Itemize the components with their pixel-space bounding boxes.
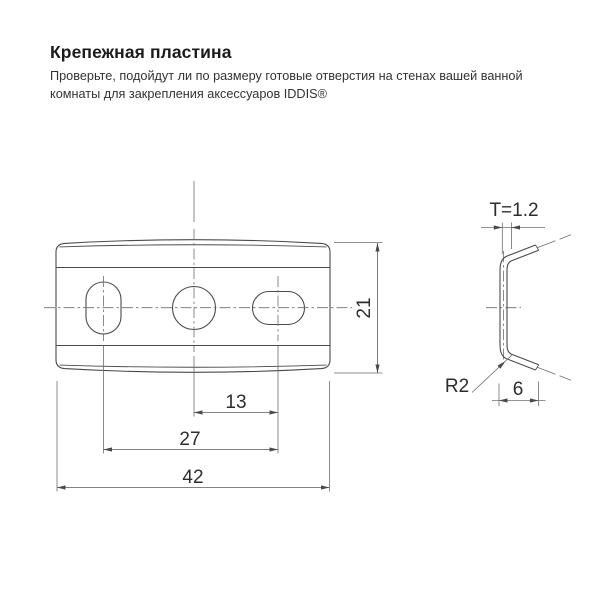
arrow-27-left [104, 447, 113, 451]
arrow-21-top [375, 243, 379, 252]
plate-bottom-edge-line [60, 365, 327, 367]
plate-outline [56, 240, 330, 373]
profile-outer-surface [500, 245, 536, 370]
arrow-depth-right [530, 398, 539, 402]
arrow-thickness-right [512, 225, 521, 229]
dim-label-hole-spacing-inner: 13 [225, 391, 247, 413]
profile-top-continuation-dash [560, 235, 572, 239]
page-title: Крепежная пластина [50, 42, 232, 62]
plate-top-edge-line [60, 245, 327, 247]
dim-label-height: 21 [354, 297, 375, 319]
dim-label-thickness: T=1.2 [489, 200, 539, 221]
arrow-13-right [270, 410, 279, 414]
radius-leader-line [472, 354, 513, 393]
arrow-depth-left [499, 398, 508, 402]
page-subtitle: Проверьте, подойдут ли по размеру готовые отверстия на стенах вашей ванной комнаты для закрепления аксессуаров IDDIS® [50, 69, 523, 101]
front-view [56, 240, 330, 373]
centerlines [44, 229, 521, 364]
dim-label-total-width: 42 [182, 466, 204, 488]
extension-lines [57, 181, 383, 492]
arrow-42-right [321, 485, 330, 489]
dim-label-bend-radius: R2 [444, 375, 470, 397]
arrow-thickness-left [494, 225, 503, 229]
profile-top-continuation [538, 241, 556, 248]
profile-bottom-continuation [538, 367, 556, 374]
arrow-42-left [57, 485, 66, 489]
dim-label-depth: 6 [512, 378, 524, 400]
arrow-21-bottom [375, 365, 379, 374]
arrow-27-right [270, 447, 279, 451]
dim-label-hole-spacing-outer: 27 [179, 428, 201, 450]
arrow-13-left [194, 410, 203, 414]
profile-bottom-continuation-dash [560, 376, 572, 380]
